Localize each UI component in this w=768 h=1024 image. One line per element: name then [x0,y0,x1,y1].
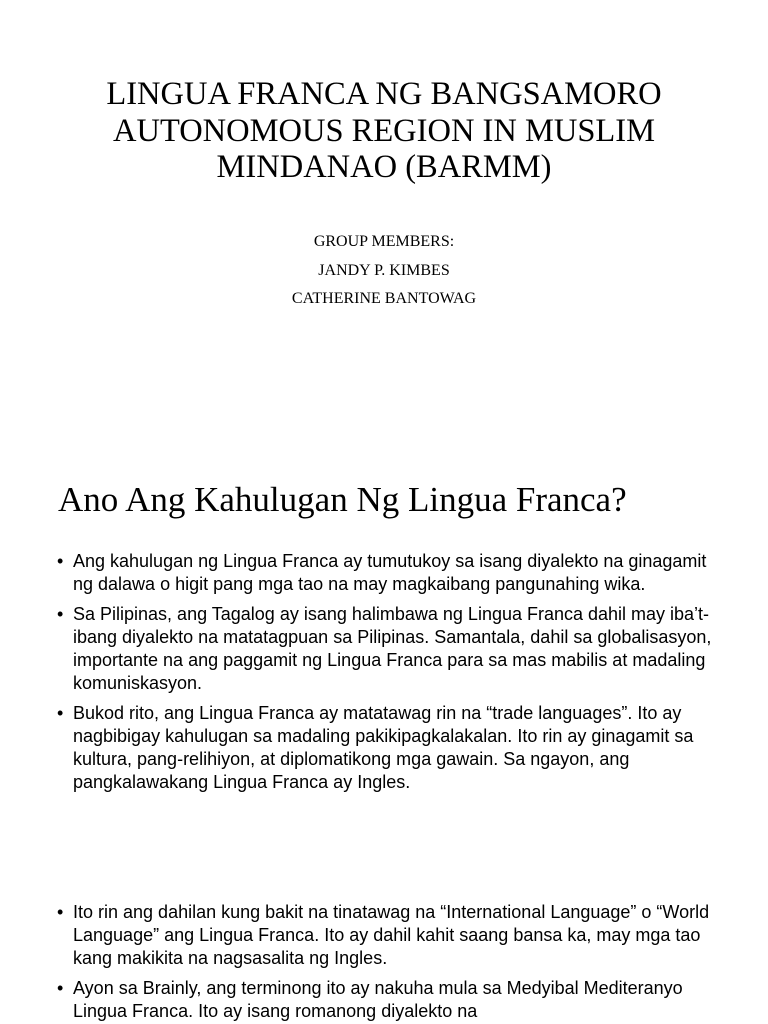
bullet-text: Ayon sa Brainly, ang terminong ito ay nakuha mula sa Medyibal Mediteranyo Lingua Franca. Ito ay isang romanong diyalekto na [73,978,683,1021]
definition-slide [0,430,768,850]
bullet-item [0,550,713,596]
bullet-text: Ang kahulugan ng Lingua Franca ay tumutukoy sa isang diyalekto na ginagamit ng dalawa o higit pang mga tao na may magkaibang pangunahing wika. [73,551,707,594]
bullet-icon: • [57,604,64,624]
bullet-icon: • [57,978,64,998]
bullet-text: Sa Pilipinas, ang Tagalog ay isang halimbawa ng Lingua Franca dahil may iba’t-ibang diyalekto na matatagpuan sa Pilipinas. Samantala, dahil sa globalisasyon, importante na ang paggamit ng Lingua Franca para sa mas mabilis at madaling komuniskasyon. [73,604,712,693]
member-name: CATHERINE BANTOWAG [291,290,477,307]
group-members [100,228,668,314]
bullet-list [0,550,713,801]
members-heading: GROUP MEMBERS: [313,233,455,250]
bullet-item [0,901,713,970]
bullet-item [0,977,713,1023]
bullet-icon: • [57,551,64,571]
bullet-icon: • [57,902,64,922]
bullet-icon: • [57,703,64,723]
bullet-text: Bukod rito, ang Lingua Franca ay matatawag rin na “trade languages”. Ito ay nagbibigay kahulugan sa madaling pakikipagkalakalan. Ito rin ay ginagamit sa kultura, pang-relihiyon, at diplomatikong mga gawain. Sa ngayon, ang pangkalawakang Lingua Franca ay Ingles. [73,703,694,792]
continuation-slide [0,850,768,1024]
bullet-item [0,603,713,695]
bullet-list [0,901,713,1024]
bullet-item [0,702,713,794]
slide-title: Ano Ang Kahulugan Ng Lingua Franca? [58,480,627,519]
title-slide [0,0,768,430]
member-name: JANDY P. KIMBES [318,261,450,279]
slide-title: LINGUA FRANCA NG BANGSAMORO AUTONOMOUS REGION IN MUSLIM MINDANAO (BARMM) [106,76,662,185]
bullet-text: Ito rin ang dahilan kung bakit na tinatawag na “International Language” o “World Language” ang Lingua Franca. Ito ay dahil kahit saang bansa ka, may mga tao kang makikita na nagsasalita ng Ingles. [73,902,710,968]
